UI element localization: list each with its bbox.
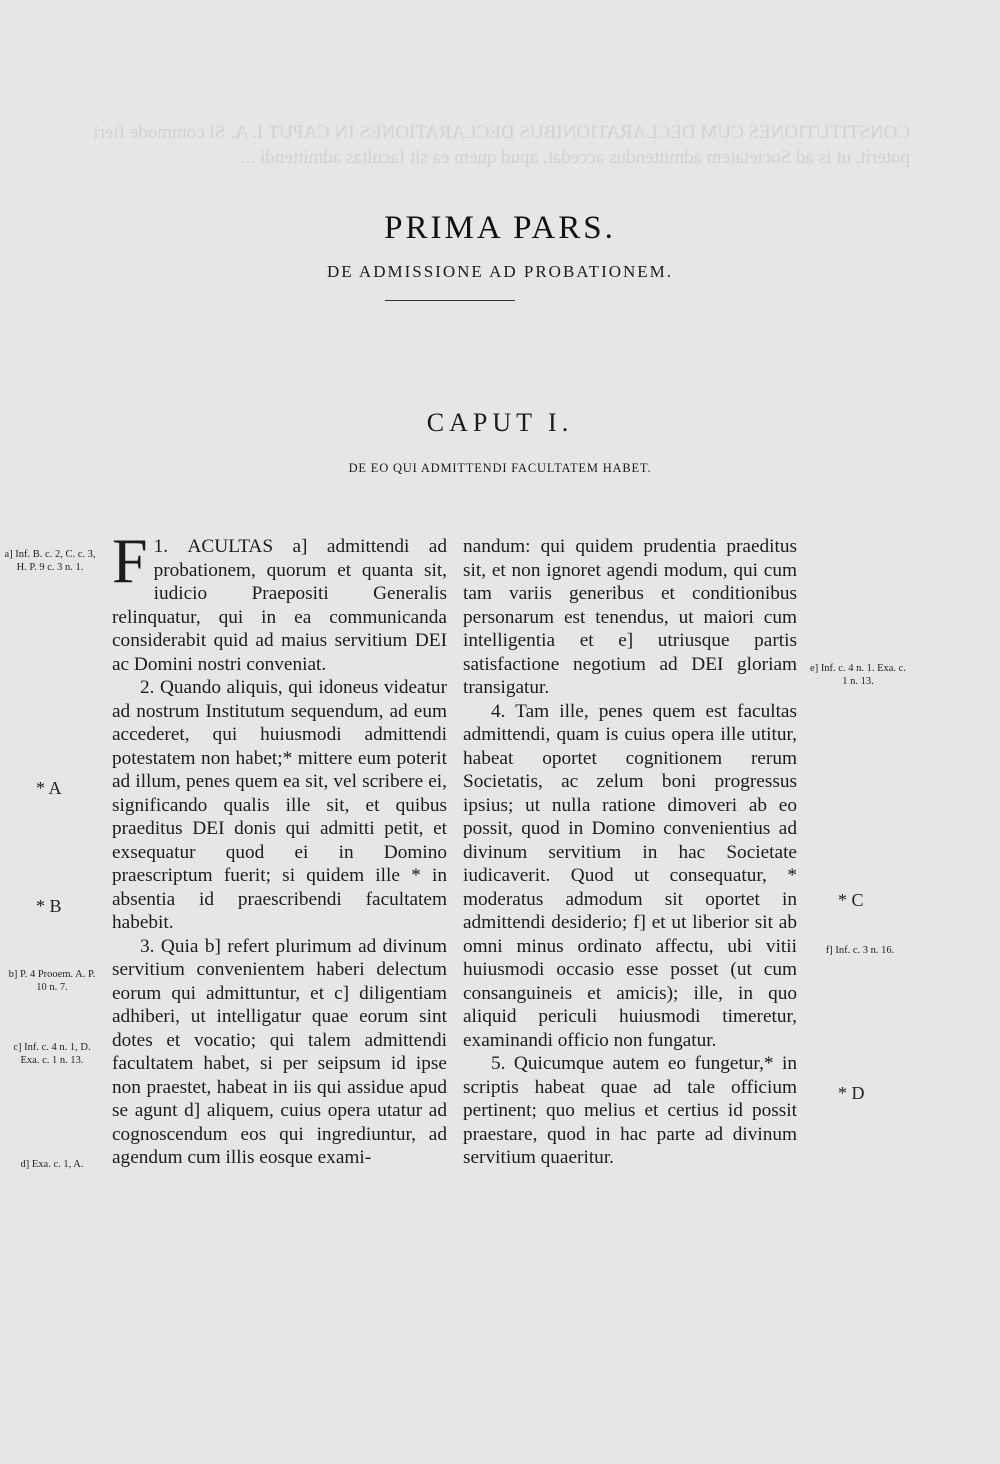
margin-note-e: e] Inf. c. 4 n. 1. Exa. c. 1 n. 13. xyxy=(810,663,906,687)
margin-note-f: f] Inf. c. 3 n. 16. xyxy=(825,945,895,956)
paragraph-3-continued: nandum: qui quidem prudentia praeditus sit, et non ignoret agendi modum, qui cum tam variis generibus et conditionibus personarum est tenendus, ut maiori cum intelligentia et e] utriusque partis satisfactione negotium ad DEI gloriam transigatur. xyxy=(463,536,797,698)
left-column xyxy=(112,525,447,1170)
page-subtitle: DE ADMISSIONE AD PROBATIONEM. xyxy=(326,262,674,281)
paragraph-number: 1. xyxy=(153,536,169,557)
margin-star-c: * C xyxy=(838,890,864,910)
bleed-through-text: CONSTITUTIONES CUM DECLARATIONIBUS DECLARATIONES IN CAPUT I. A. Si commode fieri poterit, ut is ad Societatem admittendus accedat, apud quem ea sit facultas admittendi ... xyxy=(93,122,910,168)
paragraph-5: 5. Quicumque autem eo fungetur,* in scriptis habeat quae ad tale officium pertinent; quo melius et certius id possit praestare, quod in hac parte ad divinum servitium quaeritur. xyxy=(463,1053,797,1168)
margin-note-d: d] Exa. c. 1, A. xyxy=(20,1159,84,1170)
margin-note-c: c] Inf. c. 4 n. 1, D. Exa. c. 1 n. 13. xyxy=(13,1042,91,1066)
margin-star-b: * B xyxy=(36,896,62,916)
title-divider xyxy=(385,300,515,301)
paragraph-1-text: ACULTAS a] admittendi ad probationem, quorum et quanta sit, iudicio Praepositi Generalis relinquatur, qui in ea communicanda considerabit quid ad maius servitium DEI ac Domini nostri conveniat. xyxy=(112,536,447,675)
margin-note-b: b] P. 4 Prooem. A. P. 10 n. 7. xyxy=(8,969,96,993)
chapter-subtitle: DE EO QUI ADMITTENDI FACULTATEM HABET. xyxy=(348,461,652,475)
margin-note-a: a] Inf. B. c. 2, C. c. 3, H. P. 9 c. 3 n. 1. xyxy=(4,549,96,573)
paragraph-1 xyxy=(112,525,447,676)
paragraph-4: 4. Tam ille, penes quem est facultas admittendi, quam is cuius opera ille utitur, habeat oportet cognitionem rerum Societatis, ac zelum boni progressus ipsius; ut nulla ratione dimoveri ab eo possit, quod in Domino convenientius ad divinum servitium in hac Societate iudicaverit. Quod ut consequatur, * moderatus admodum sit oportet in admittendi desiderio; f] et ut liberior sit ab omni minus ordinato affectu, ubi vitii huiusmodi occasio esse posset (ut cum consanguineis et amicis); ille, in quo aliquid periculi huiusmodi timeretur, examinandi officio non fungatur. xyxy=(463,700,797,1051)
margin-star-a: * A xyxy=(36,778,62,798)
margin-star-d: * D xyxy=(838,1083,865,1103)
drop-cap: F xyxy=(112,525,148,596)
paragraph-3: 3. Quia b] refert plurimum ad divinum servitium convenientem haberi delectum eorum qui admittuntur, et c] diligentiam adhiberi, ut intelligatur quae eorum sint dotes et vocatio; qui talem admittendi facultatem habet, si per seipsum id ipse non praestet, habeat in iis qui assidue apud se agunt d] aliquem, cuius opera utatur ad cognoscendum eos qui ingrediuntur, ad agendum cum illis eosque exami- xyxy=(112,935,447,1168)
paragraph-2: 2. Quando aliquis, qui idoneus videatur ad nostrum Institutum sequendum, ad eum accederet, qui huiusmodi admittendi potestatem non habet;* mittere eum poterit ad illum, penes quem ea sit, vel scribere ei, significando qualis ille sit, et quibus praeditus DEI donis qui admitti petit, et exsequatur quod ei in Domino praescriptum fuerit; si quidem ille * in absentia id praescribendi facultatem habebit. xyxy=(112,677,447,933)
right-column xyxy=(463,535,797,1170)
chapter-title: CAPUT I. xyxy=(426,408,574,437)
page-title: PRIMA PARS. xyxy=(384,210,616,246)
